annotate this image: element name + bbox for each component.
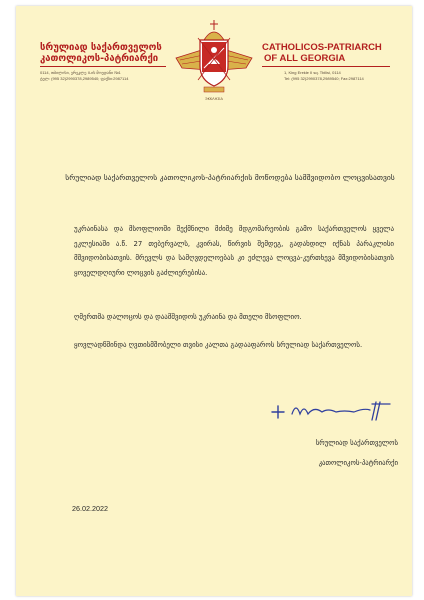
letter-page <box>16 6 412 596</box>
header-right-name-line2: OF ALL GEORGIA <box>264 53 346 64</box>
header-left-address: 0114, თბილისი, ერეკლე II-ის მოედანი №1 <box>40 70 121 75</box>
header-left-address-block <box>40 70 172 83</box>
letter-title: სრულიად საქართველოს კათოლიკოს-პატრიარქის მოწოდება სამშვიდობო ლოცვისათვის <box>65 173 395 182</box>
header-right-rule <box>262 66 390 67</box>
header-left-name-line2: კათოლიკოს-პატრიარქი <box>40 53 159 64</box>
letter-date: 26.02.2022 <box>72 504 108 513</box>
header-right-address: 1, King Erekle II sq. Tbilisi, 0114 <box>284 70 341 75</box>
header-right-address-block <box>284 70 394 83</box>
header-left-name-line1: სრულიად საქართველოს <box>40 42 162 53</box>
header-left-name <box>40 42 190 64</box>
signer-line-2: კათოლიკოს-პატრიარქი <box>318 459 398 467</box>
body-paragraph-3: ყოვლადწმინდა ღვთისმშობელი თვისი კალთა გადააფაროს სრულიად საქართველოს. <box>74 341 363 349</box>
header-right-phone: Tel: (995 32)2990378,2989540; Fax:2987114 <box>284 76 364 82</box>
signer-line-1: სრულიად საქართველოს <box>315 439 398 447</box>
body-paragraph-1: უკრაინასა და მსოფლიოში შექმნილი მძიმე მდგომარეობის გამო საქართველოს ყველა ეკლესიაში ა.წ. 27 თებერვალს, კვირას, წირვის შემდეგ, გადახდილ იქნას პარაკლისი მშვიდობისათვის. მრევლს და სამღვდელოებას კი ეძლევა ლოცვა-კურთხევა მშვიდობისათვის ყოველდღიური ლოცვის გაძლიერებისა. <box>74 225 394 277</box>
handwritten-signature <box>266 394 416 422</box>
header-right-name-line1: CATHOLICOS-PATRIARCH <box>262 42 382 53</box>
header-left-rule <box>40 66 166 67</box>
patriarchate-emblem <box>174 18 254 98</box>
header-right-name <box>262 42 412 64</box>
header-left-phone: ტელ: (995 32)2990378,2989540; ფაქსი:2987114 <box>40 76 129 82</box>
emblem-caption: ЭΚΚΛΗΣΙΑ <box>205 97 223 101</box>
body-paragraph-2: ღმერთმა დალოცოს და დაამშვიდოს უკრაინა და მთელი მსოფლიო. <box>74 313 302 321</box>
